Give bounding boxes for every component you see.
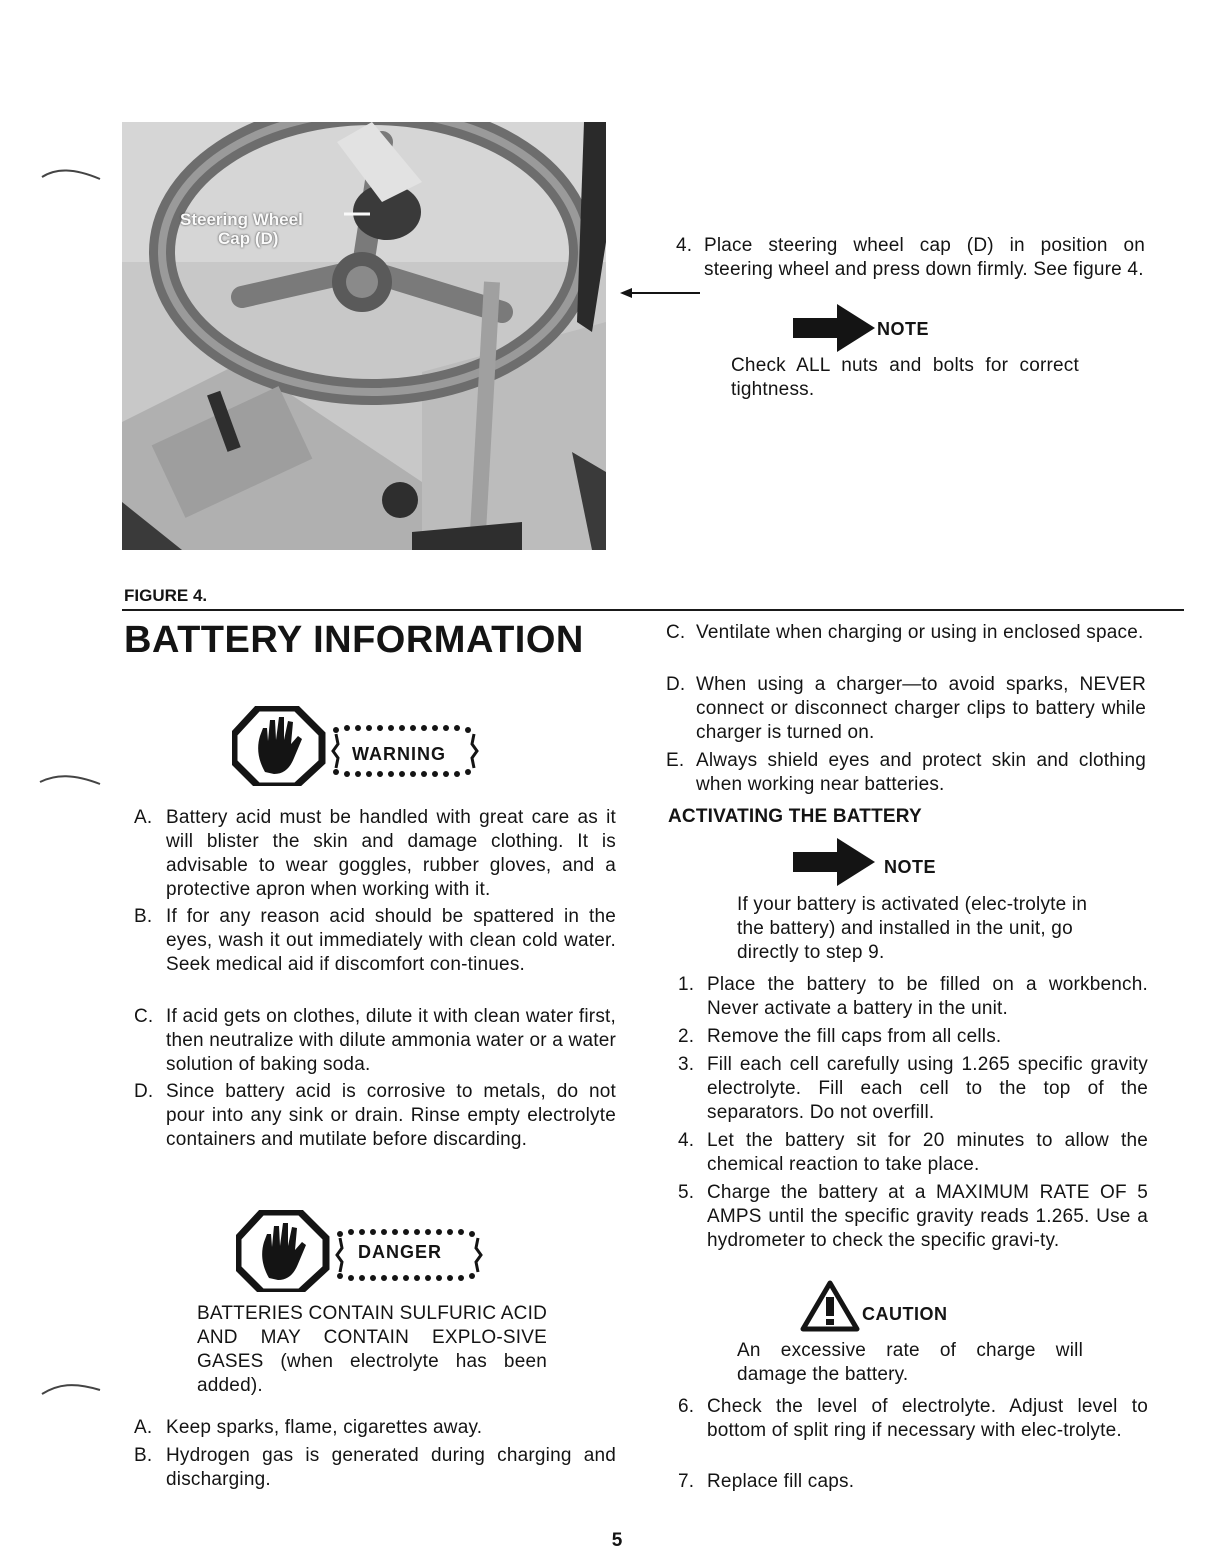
list-text: Ventilate when charging or using in enclosed space.	[696, 622, 1144, 643]
step-number: 6.	[678, 1396, 695, 1417]
danger-item-a	[134, 1416, 616, 1440]
list-text: Battery acid must be handled with great care as it will blister the skin and damage clothing. It is advisable to wear goggles, rubber gloves, and a protective apron when working with it.	[166, 807, 616, 900]
step-number: 1.	[678, 974, 695, 995]
activating-step-7	[678, 1470, 1148, 1494]
activating-step-3	[678, 1053, 1148, 1125]
steering-wheel-illustration	[122, 122, 606, 550]
list-text: Keep sparks, flame, cigarettes away.	[166, 1417, 483, 1438]
list-label: C.	[134, 1006, 154, 1027]
step-number: 5.	[678, 1182, 695, 1203]
warning-item-c	[134, 1005, 616, 1077]
step-4-number: 4.	[676, 235, 693, 256]
danger-badge	[236, 1210, 488, 1292]
list-text: Since battery acid is corrosive to metals, do not pour into any sink or drain. Rinse empty electrolyte containers and mutilate before discarding.	[166, 1081, 616, 1150]
section-divider	[122, 609, 1184, 611]
step-text: Replace fill caps.	[707, 1471, 855, 1492]
step-number: 7.	[678, 1471, 695, 1492]
warning-item-a	[134, 806, 616, 902]
note-arrow-icon	[793, 304, 875, 352]
warning-badge	[232, 706, 484, 786]
page-number: 5	[611, 1530, 623, 1551]
step-text: Charge the battery at a MAXIMUM RATE OF 5 AMPS until the specific gravity reads 1.265. Use a hydrometer to check the specific gravi-ty.	[707, 1182, 1148, 1251]
activating-step-4	[678, 1129, 1148, 1177]
activating-step-6	[678, 1395, 1148, 1443]
callout-line2: Cap (D)	[218, 229, 279, 248]
danger-item-b	[134, 1444, 616, 1492]
activating-step-5	[678, 1181, 1148, 1253]
step-number: 3.	[678, 1054, 695, 1075]
step-text: Let the battery sit for 20 minutes to allow the chemical reaction to take place.	[707, 1130, 1148, 1175]
activating-step-2	[678, 1025, 1148, 1049]
warning-item-b	[134, 905, 616, 977]
step-4	[676, 234, 1145, 282]
warning-item-d	[134, 1080, 616, 1152]
caution-triangle-icon	[800, 1280, 860, 1332]
scan-mark	[40, 165, 102, 185]
caution-text: An excessive rate of charge will damage the battery.	[737, 1340, 1083, 1385]
steering-wheel-cap-callout	[180, 210, 340, 248]
list-label: D.	[134, 1081, 154, 1102]
activating-note-text: If your battery is activated (elec-trolyte in the battery) and installed in the unit, go directly to step 9.	[737, 894, 1088, 963]
right-item-c	[666, 621, 1146, 645]
step-4-text: Place steering wheel cap (D) in position on steering wheel and press down firmly. See figure 4.	[704, 235, 1145, 280]
list-text: Hydrogen gas is generated during charging and discharging.	[166, 1445, 616, 1490]
page-title: BATTERY INFORMATION	[124, 619, 584, 661]
list-label: D.	[666, 674, 686, 695]
list-text: When using a charger—to avoid sparks, NEVER connect or disconnect charger clips to battery while charger is turned on.	[696, 674, 1146, 743]
list-label: B.	[134, 906, 153, 927]
activating-step-1	[678, 973, 1148, 1021]
step-text: Fill each cell carefully using 1.265 specific gravity electrolyte. Fill each cell to the top of the separators. Do not overfill.	[707, 1054, 1148, 1123]
list-label: B.	[134, 1445, 153, 1466]
list-label: A.	[134, 1417, 153, 1438]
danger-label: DANGER	[358, 1242, 443, 1262]
step-text: Place the battery to be filled on a workbench. Never activate a battery in the unit.	[707, 974, 1148, 1019]
step-text: Check the level of electrolyte. Adjust level to bottom of split ring if necessary with elec-trolyte.	[707, 1396, 1148, 1441]
right-item-d	[666, 673, 1146, 745]
list-label: C.	[666, 622, 686, 643]
caution-label: CAUTION	[862, 1304, 948, 1324]
activating-note-label: NOTE	[884, 857, 937, 877]
list-label: E.	[666, 750, 685, 771]
list-label: A.	[134, 807, 153, 828]
callout-line1: Steering Wheel	[180, 210, 303, 229]
scan-mark	[38, 770, 102, 790]
right-item-e	[666, 749, 1146, 797]
figure-caption: FIGURE 4.	[124, 586, 208, 605]
warning-label: WARNING	[352, 744, 446, 764]
list-text: Always shield eyes and protect skin and clothing when working near batteries.	[696, 750, 1146, 795]
scan-mark	[40, 1378, 102, 1400]
note-text: Check ALL nuts and bolts for correct tightness.	[731, 355, 1079, 400]
arrow-left-icon	[620, 286, 700, 300]
activating-title: ACTIVATING THE BATTERY	[668, 806, 922, 827]
step-number: 2.	[678, 1026, 695, 1047]
list-text: If acid gets on clothes, dilute it with clean water first, then neutralize with dilute ammonia water or a water solution of baking soda.	[166, 1006, 616, 1075]
danger-text: BATTERIES CONTAIN SULFURIC ACID AND MAY CONTAIN EXPLO-SIVE GASES (when electrolyte has been added).	[197, 1303, 547, 1396]
steering-wheel-photo	[122, 122, 606, 550]
note-arrow-icon	[793, 838, 875, 886]
note-label: NOTE	[877, 319, 930, 339]
step-number: 4.	[678, 1130, 695, 1151]
step-text: Remove the fill caps from all cells.	[707, 1026, 1002, 1047]
list-text: If for any reason acid should be spattered in the eyes, wash it out immediately with clean cold water. Seek medical aid if discomfort con-tinues.	[166, 906, 616, 975]
